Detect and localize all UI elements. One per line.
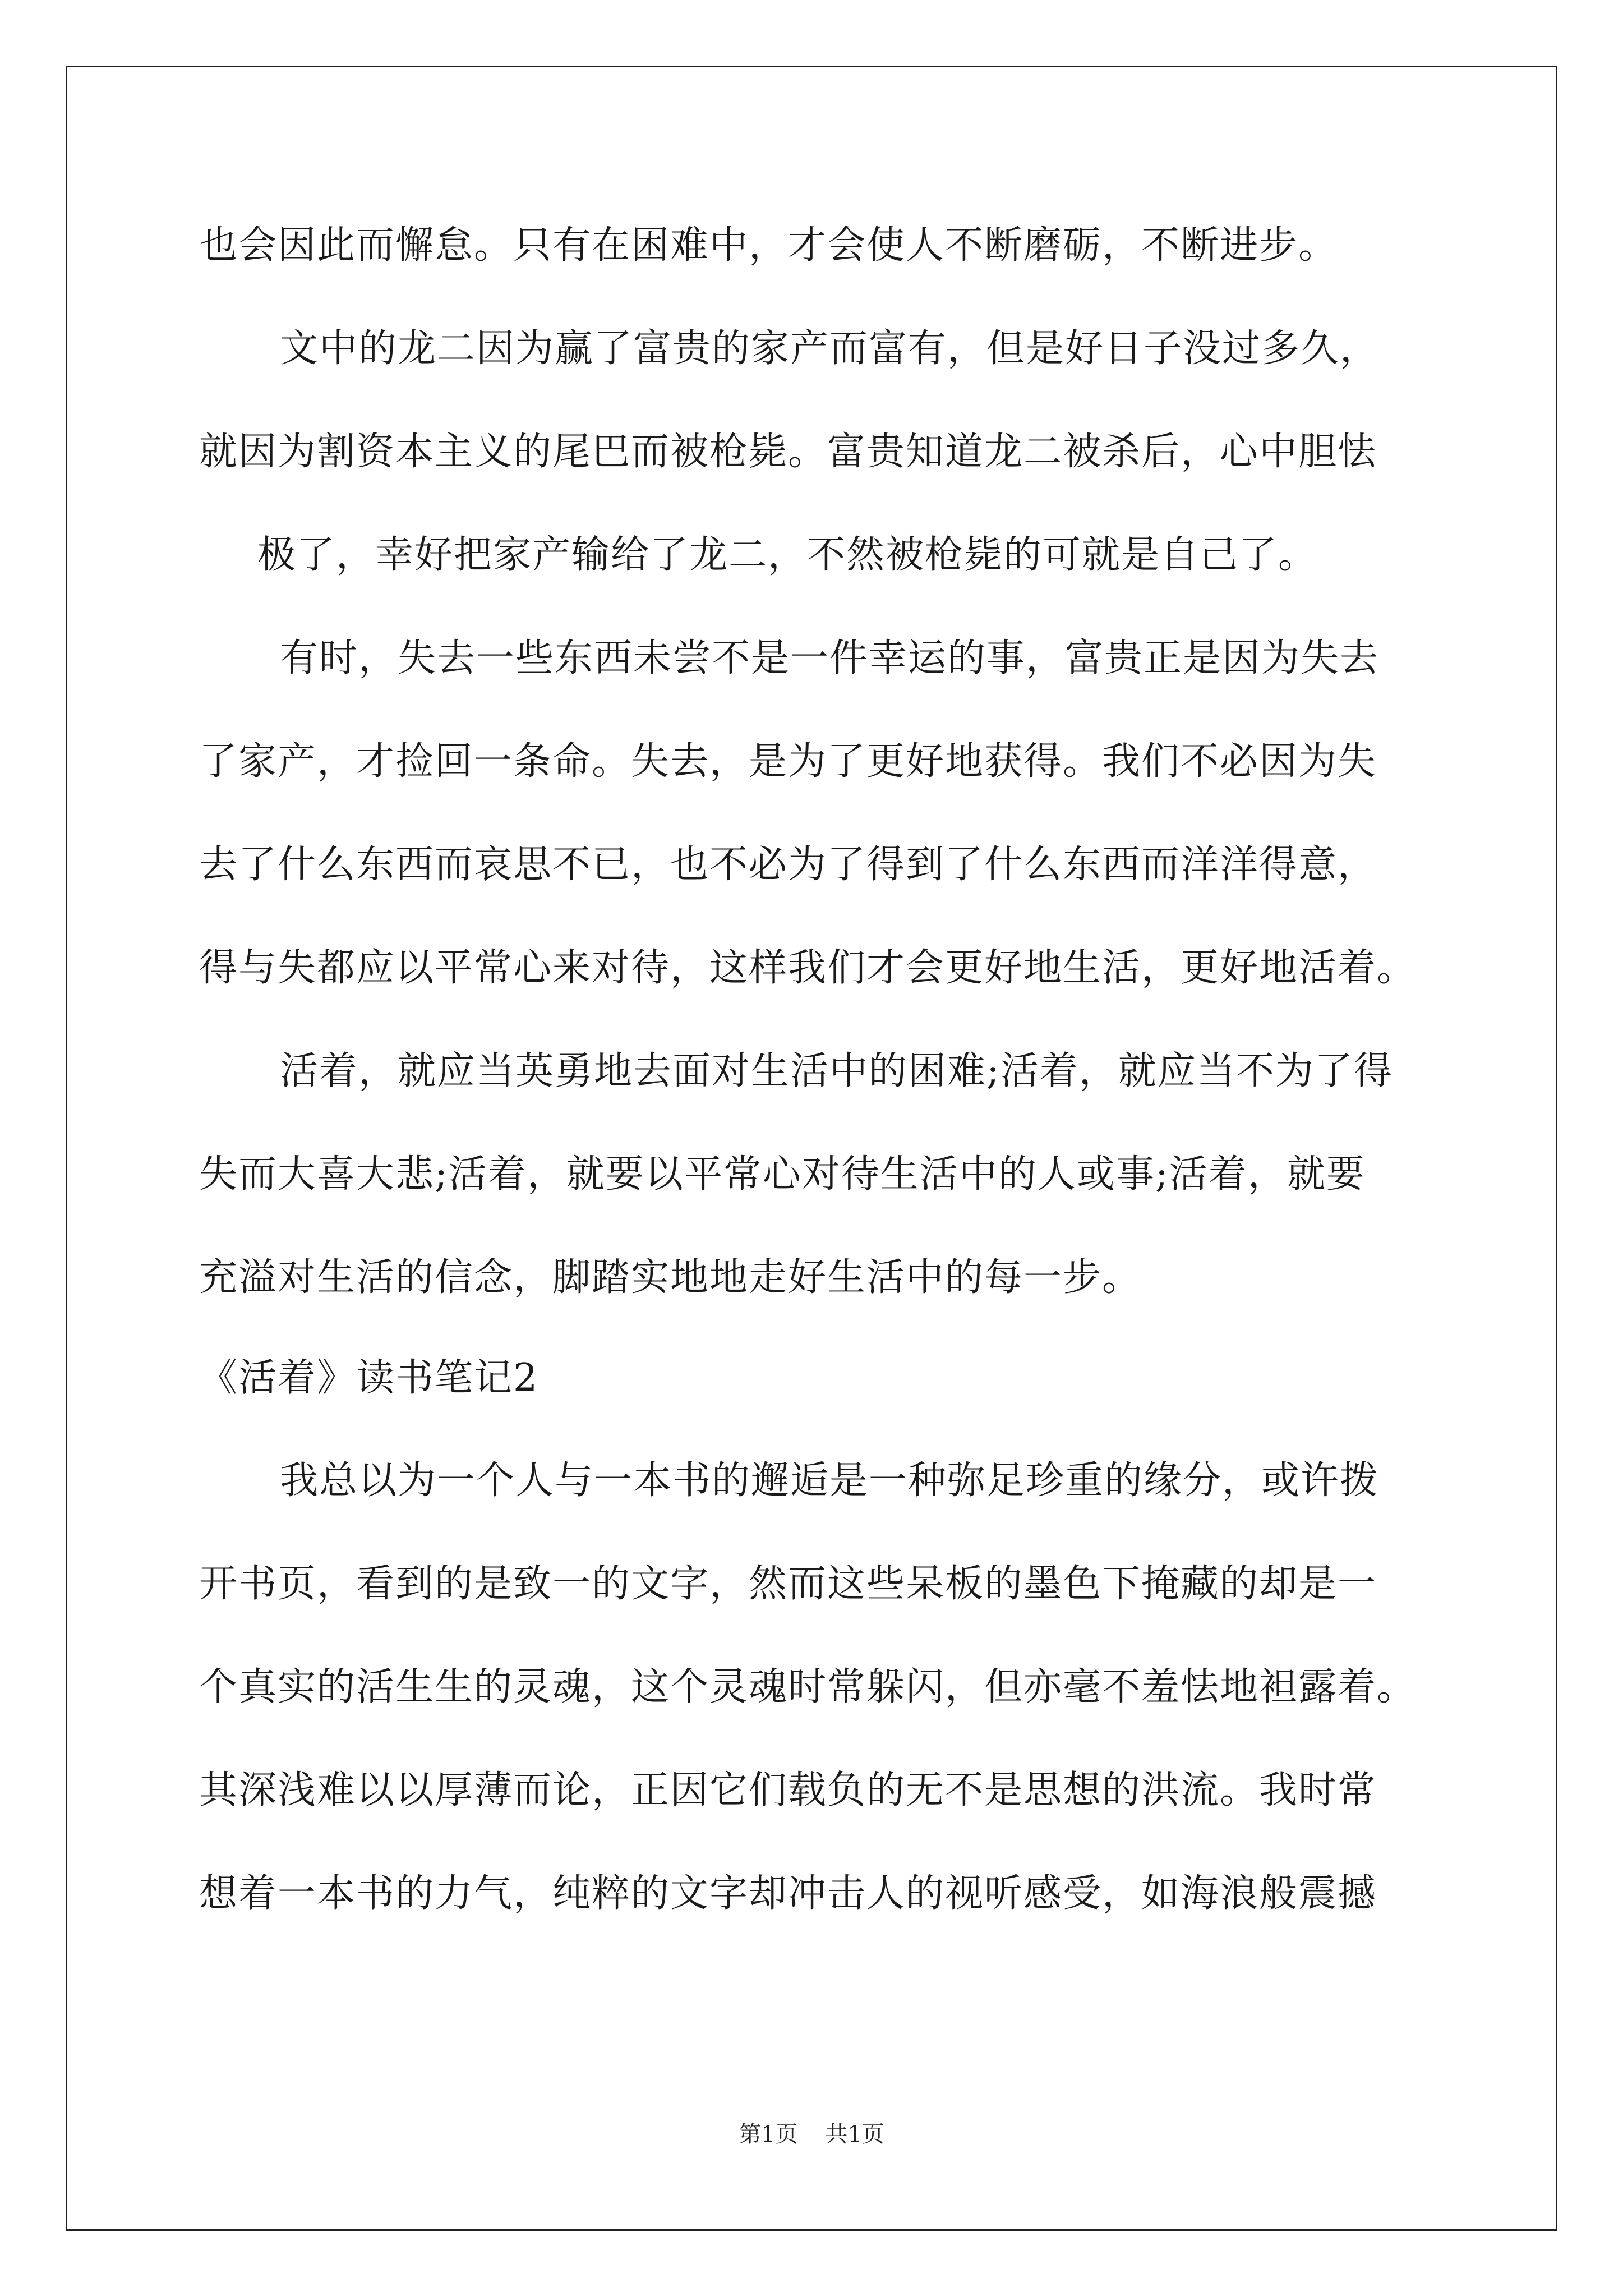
text-line: 去了什么东西而哀思不已，也不必为了得到了什么东西而洋洋得意， (199, 843, 1377, 887)
page-total: 共1页 (825, 2122, 884, 2147)
text-line: 也会因此而懈怠。只有在困难中，才会使人不断磨砺，不断进步。 (199, 223, 1338, 268)
paragraph-start-line: 有时，失去一些东西未尝不是一件幸运的事，富贵正是因为失去 (280, 636, 1380, 680)
text-line: 充溢对生活的信念，脚踏实地地走好生活中的每一步。 (199, 1255, 1142, 1300)
text-line: 其深浅难以以厚薄而论，正因它们载负的无不是思想的洪流。我时常 (199, 1768, 1377, 1812)
paragraph-start-line: 活着，就应当英勇地去面对生活中的困难;活着，就应当不为了得 (280, 1049, 1393, 1093)
text-line: 个真实的活生生的灵魂，这个灵魂时常躲闪，但亦毫不羞怯地袒露着。 (199, 1665, 1417, 1709)
text-line: 开书页，看到的是致一的文字，然而这些呆板的墨色下掩藏的却是一 (199, 1562, 1377, 1606)
page-footer (0, 2120, 1623, 2148)
text-line: 想着一本书的力气，纯粹的文字却冲击人的视听感受，如海浪般震撼 (199, 1871, 1377, 1916)
paragraph-start-line: 文中的龙二因为赢了富贵的家产而富有，但是好日子没过多久， (280, 326, 1380, 371)
text-line: 极了，幸好把家产输给了龙二，不然被枪毙的可就是自己了。 (257, 533, 1318, 577)
page-number: 第1页 (739, 2122, 798, 2147)
text-line: 就因为割资本主义的尾巴而被枪毙。富贵知道龙二被杀后，心中胆怯 (199, 430, 1377, 474)
section-heading: 《活着》读书笔记2 (199, 1356, 539, 1400)
text-line: 了家产，才捡回一条命。失去，是为了更好地获得。我们不必因为失 (199, 739, 1377, 784)
text-line: 失而大喜大悲;活着，就要以平常心对待生活中的人或事;活着，就要 (199, 1152, 1366, 1197)
paragraph-start-line: 我总以为一个人与一本书的邂逅是一种弥足珍重的缘分，或许拨 (280, 1458, 1380, 1503)
text-line: 得与失都应以平常心来对待，这样我们才会更好地生活，更好地活着。 (199, 946, 1417, 990)
